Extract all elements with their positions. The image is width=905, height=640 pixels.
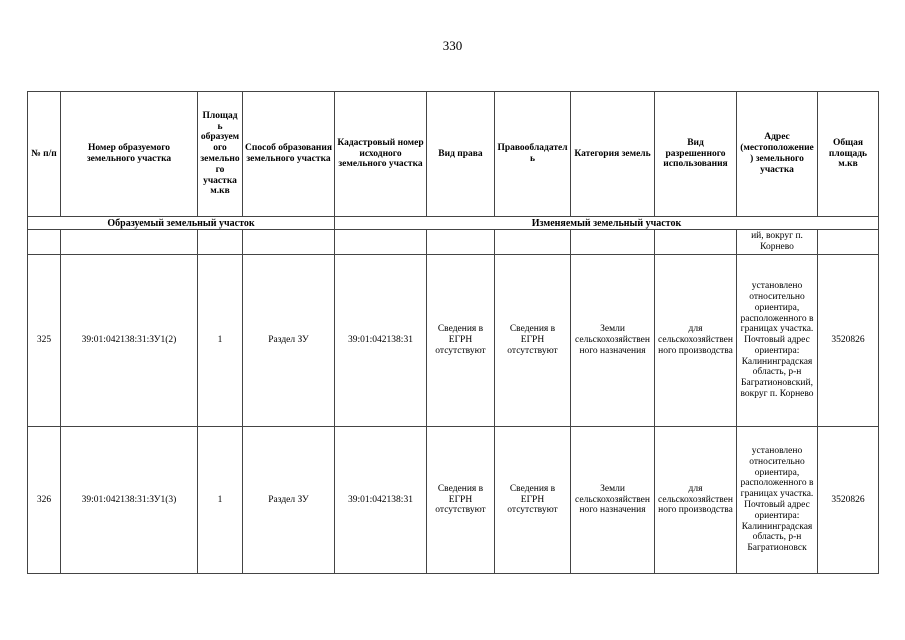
header-category: Категория земель [571,92,655,217]
table-row [28,255,879,427]
cell-plot-number: 39:01:042138:31:ЗУ1(2) [61,255,198,427]
cell-plot-number: 39:01:042138:31:ЗУ1(3) [61,427,198,574]
page-number: 330 [442,38,463,53]
header-area: Площадь образуемого земельного участка м.кв [198,92,243,217]
cell-right-type: Сведения в ЕГРН отсутствуют [427,427,495,574]
cell-permitted-use: для сельскохозяйственного производства [655,427,737,574]
cell-cadastral: 39:01:042138:31 [335,255,427,427]
cell-method: Раздел ЗУ [243,255,335,427]
section-changed: Изменяемый земельный участок [335,217,879,230]
cell-holder: Сведения в ЕГРН отсутствуют [495,255,571,427]
header-permitted-use: Вид разрешенного использования [655,92,737,217]
cell-total-area: 3520826 [818,427,879,574]
cell-num: 326 [28,427,61,574]
cell-category: Земли сельскохозяйственного назначения [571,427,655,574]
cell-address: установлено относительно ориентира, расположенного в границах участка. Почтовый адрес ориентира: Калининградская область, р-н Багратионовск [737,427,818,574]
cell-method: Раздел ЗУ [243,427,335,574]
table-row [28,427,879,574]
section-formed: Образуемый земельный участок [28,217,335,230]
header-right-type: Вид права [427,92,495,217]
cell-cadastral: 39:01:042138:31 [335,427,427,574]
continuation-address: ий, вокруг п. Корнево [737,230,818,255]
cell-num: 325 [28,255,61,427]
cell-area: 1 [198,427,243,574]
header-method: Способ образования земельного участка [243,92,335,217]
cell-right-type: Сведения в ЕГРН отсутствуют [427,255,495,427]
header-plot-number: Номер образуемого земельного участка [61,92,198,217]
header-total-area: Общая площадь м.кв [818,92,879,217]
section-row [28,217,879,230]
header-cadastral: Кадастровый номер исходного земельного участка [335,92,427,217]
header-num: № п/п [28,92,61,217]
header-row [28,92,879,217]
land-plot-table [27,91,879,574]
header-address: Адрес (местоположение) земельного участка [737,92,818,217]
cell-total-area: 3520826 [818,255,879,427]
header-holder: Правообладатель [495,92,571,217]
cell-holder: Сведения в ЕГРН отсутствуют [495,427,571,574]
cell-address: установлено относительно ориентира, расположенного в границах участка. Почтовый адрес ориентира: Калининградская область, р-н Багратионовский, вокруг п. Корнево [737,255,818,427]
cell-permitted-use: для сельскохозяйственного производства [655,255,737,427]
cell-area: 1 [198,255,243,427]
continuation-row [28,230,879,255]
cell-category: Земли сельскохозяйственного назначения [571,255,655,427]
